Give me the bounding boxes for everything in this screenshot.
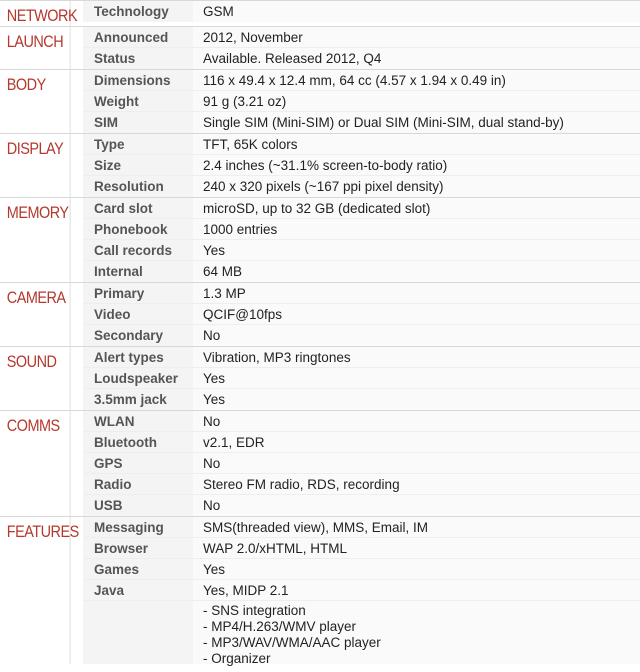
spec-value: Yes <box>203 243 226 258</box>
spec-row <box>83 70 640 91</box>
spec-name <box>83 601 193 664</box>
spec-name[interactable]: Card slot <box>83 198 193 218</box>
spec-name[interactable]: Internal <box>83 261 193 282</box>
spec-value: No <box>203 328 221 343</box>
spec-value: v2.1, EDR <box>203 435 265 450</box>
section-title-network[interactable]: NETWORK <box>0 1 71 26</box>
spec-row <box>83 261 640 282</box>
spec-name[interactable]: Alert types <box>83 347 193 367</box>
spec-row <box>83 219 640 240</box>
section-sound <box>0 347 640 411</box>
spec-name[interactable]: Browser <box>83 538 193 558</box>
section-title-comms[interactable]: COMMS <box>0 411 71 516</box>
spec-name[interactable]: WLAN <box>83 411 193 431</box>
feature-list-item: - SNS integration <box>203 603 306 618</box>
spec-value: Stereo FM radio, RDS, recording <box>203 477 400 492</box>
feature-list-item: - MP3/WAV/WMA/AAC player <box>203 635 381 650</box>
spec-value: Yes <box>203 562 226 577</box>
spec-value: Available. Released 2012, Q4 <box>203 51 382 66</box>
spec-value-list <box>193 601 640 664</box>
spec-value: TFT, 65K colors <box>203 137 298 152</box>
spec-row <box>83 538 640 559</box>
spec-name[interactable]: GPS <box>83 453 193 473</box>
section-camera <box>0 283 640 347</box>
spec-name[interactable]: Weight <box>83 91 193 111</box>
spec-row <box>83 474 640 495</box>
section-title-display[interactable]: DISPLAY <box>0 134 71 197</box>
spec-name[interactable]: Call records <box>83 240 193 260</box>
spec-row <box>83 1 640 22</box>
spec-name[interactable]: Size <box>83 155 193 175</box>
spec-row <box>83 453 640 474</box>
spec-name[interactable]: Java <box>83 580 193 600</box>
spec-name[interactable]: USB <box>83 495 193 516</box>
spec-row <box>83 517 640 538</box>
spec-value: Vibration, MP3 ringtones <box>203 350 351 365</box>
spec-name[interactable]: Type <box>83 134 193 154</box>
spec-name[interactable]: 3.5mm jack <box>83 389 193 410</box>
section-title-camera[interactable]: CAMERA <box>0 283 71 346</box>
section-body <box>0 70 640 134</box>
spec-row <box>83 112 640 133</box>
spec-value: QCIF@10fps <box>203 307 282 322</box>
spec-value: 1.3 MP <box>203 286 246 301</box>
section-title-body[interactable]: BODY <box>0 70 71 133</box>
spec-value: microSD, up to 32 GB (dedicated slot) <box>203 201 431 216</box>
spec-row <box>83 48 640 69</box>
spec-row <box>83 580 640 601</box>
spec-row <box>83 27 640 48</box>
spec-value: 2012, November <box>203 30 303 45</box>
spec-name[interactable]: Status <box>83 48 193 69</box>
spec-value: 240 x 320 pixels (~167 ppi pixel density) <box>203 179 444 194</box>
spec-row <box>83 134 640 155</box>
section-title-launch[interactable]: LAUNCH <box>0 27 71 69</box>
spec-value: 2.4 inches (~31.1% screen-to-body ratio) <box>203 158 448 173</box>
spec-name[interactable]: Resolution <box>83 176 193 197</box>
spec-name[interactable]: Loudspeaker <box>83 368 193 388</box>
spec-row <box>83 91 640 112</box>
spec-row <box>83 304 640 325</box>
spec-name[interactable]: Primary <box>83 283 193 303</box>
spec-value: SMS(threaded view), MMS, Email, IM <box>203 520 429 535</box>
spec-name[interactable]: Dimensions <box>83 70 193 90</box>
spec-name[interactable]: Announced <box>83 27 193 47</box>
spec-row <box>83 283 640 304</box>
feature-list-item: - MP4/H.263/WMV player <box>203 619 357 634</box>
spec-name[interactable]: Bluetooth <box>83 432 193 452</box>
spec-row <box>83 389 640 410</box>
spec-value: 116 x 49.4 x 12.4 mm, 64 cc (4.57 x 1.94 x 0.49 in) <box>203 73 506 88</box>
spec-value: No <box>203 456 221 471</box>
section-memory <box>0 198 640 283</box>
spec-value: GSM <box>203 4 234 19</box>
spec-name[interactable]: Secondary <box>83 325 193 346</box>
feature-list-item: - Organizer <box>203 651 271 666</box>
section-display <box>0 134 640 198</box>
spec-name[interactable]: Messaging <box>83 517 193 537</box>
section-title-features[interactable]: FEATURES <box>0 517 71 664</box>
spec-row <box>83 240 640 261</box>
spec-value: Yes <box>203 392 226 407</box>
spec-row <box>83 325 640 346</box>
spec-name[interactable]: Video <box>83 304 193 324</box>
spec-value: WAP 2.0/xHTML, HTML <box>203 541 348 556</box>
spec-row <box>83 495 640 516</box>
spec-value: No <box>203 414 221 429</box>
spec-row <box>83 155 640 176</box>
spec-name[interactable]: SIM <box>83 112 193 133</box>
spec-value: Yes, MIDP 2.1 <box>203 583 289 598</box>
spec-value: No <box>203 498 221 513</box>
section-title-memory[interactable]: MEMORY <box>0 198 71 282</box>
section-launch <box>0 27 640 70</box>
spec-name[interactable]: Games <box>83 559 193 579</box>
spec-row <box>83 347 640 368</box>
spec-row <box>83 411 640 432</box>
spec-name[interactable]: Radio <box>83 474 193 494</box>
spec-row <box>83 559 640 580</box>
section-network <box>0 1 640 27</box>
spec-value: Yes <box>203 371 226 386</box>
spec-name[interactable]: Technology <box>83 1 193 22</box>
spec-value: Single SIM (Mini-SIM) or Dual SIM (Mini-SIM, dual stand-by) <box>203 115 564 130</box>
spec-value: 1000 entries <box>203 222 278 237</box>
spec-value: 64 MB <box>203 264 243 279</box>
spec-value: 91 g (3.21 oz) <box>203 94 287 109</box>
spec-row-features-list <box>83 601 640 664</box>
section-comms <box>0 411 640 517</box>
spec-row <box>83 368 640 389</box>
spec-row <box>83 198 640 219</box>
section-title-sound[interactable]: SOUND <box>0 347 71 410</box>
spec-row <box>83 176 640 197</box>
section-features <box>0 517 640 664</box>
spec-row <box>83 432 640 453</box>
spec-name[interactable]: Phonebook <box>83 219 193 239</box>
